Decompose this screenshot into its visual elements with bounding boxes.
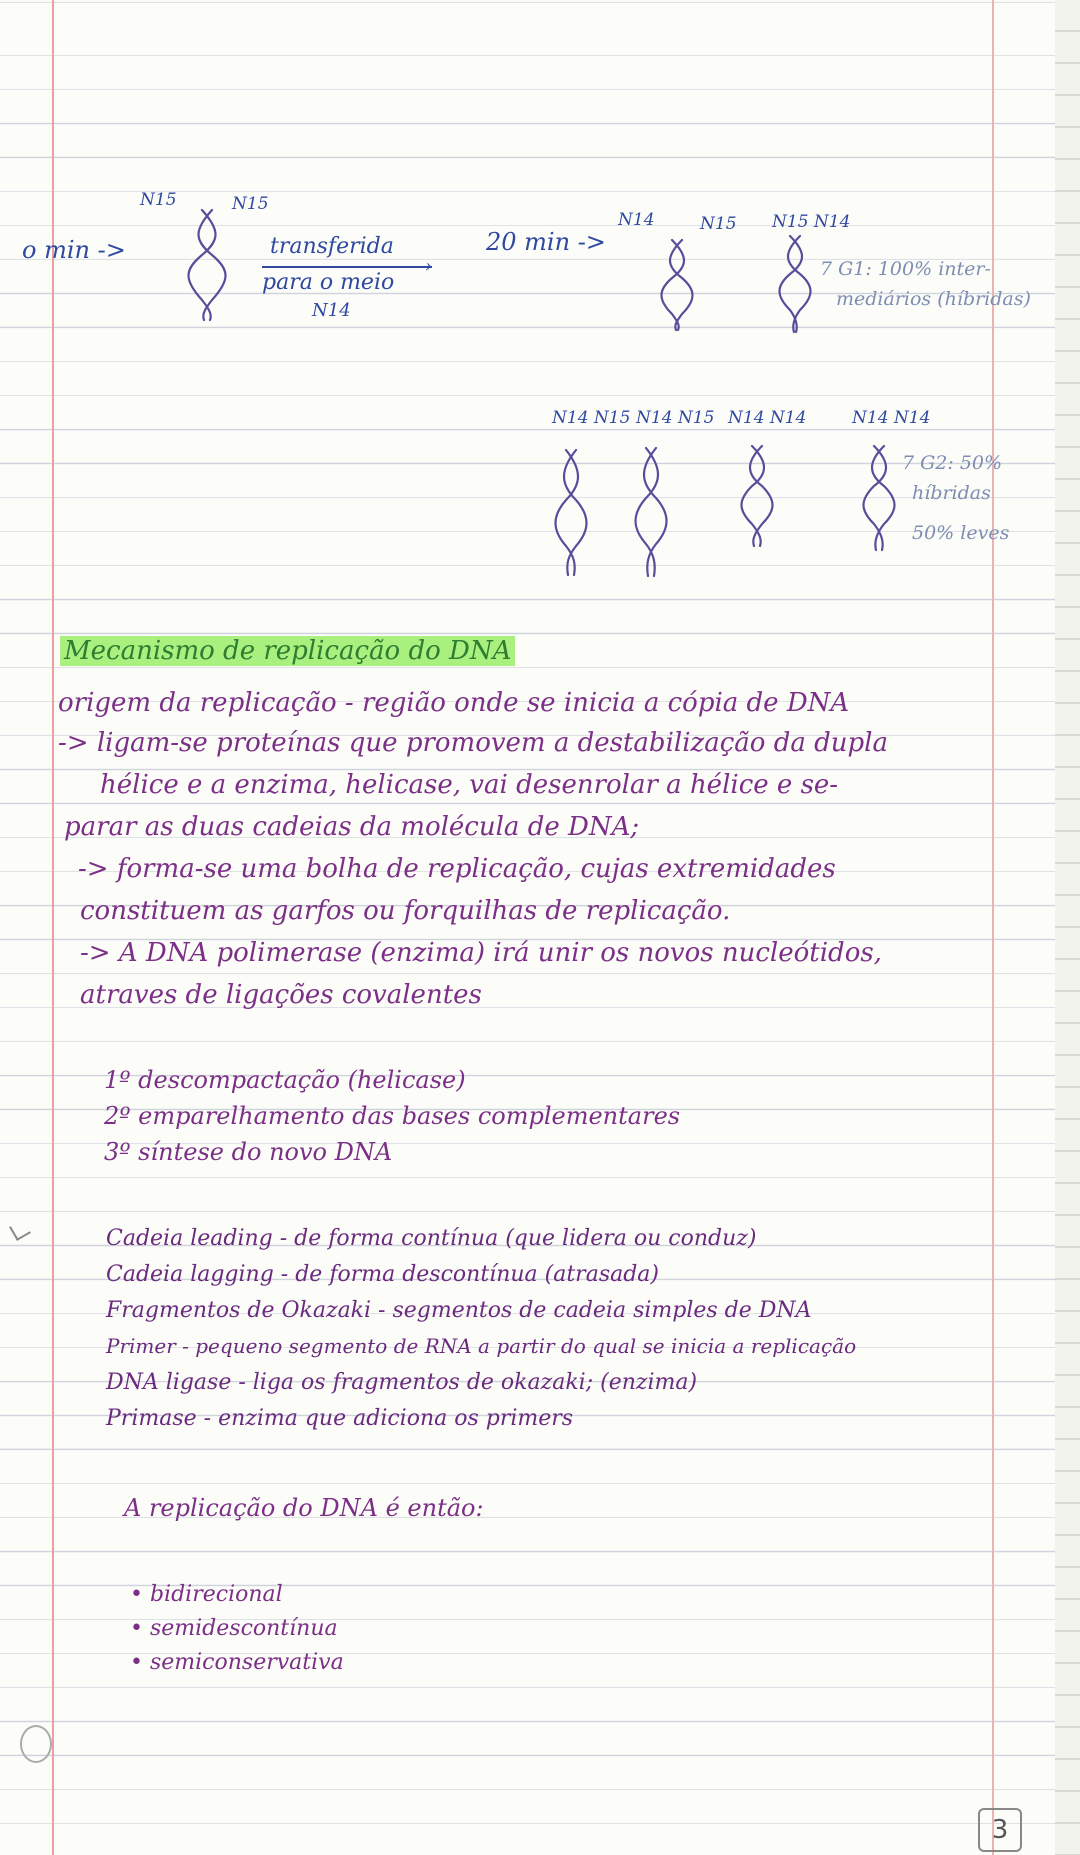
strand-label: N15 — [140, 190, 177, 210]
dna-helix-icon — [864, 446, 898, 550]
summary-item: • semiconservativa — [130, 1650, 344, 1675]
page-edge — [1055, 0, 1080, 1855]
arrow-head-icon: › — [425, 256, 433, 277]
term-item: DNA ligase - liga os fragmentos de okazaki; (enzima) — [106, 1370, 698, 1395]
term-item: Primer - pequeno segmento de RNA a partir do qual se inicia a replicação — [106, 1334, 857, 1358]
step-item: 3º síntese do novo DNA — [104, 1138, 393, 1166]
strand-label: N15 N14 — [772, 212, 851, 232]
section-title-text: Mecanismo de replicação do DNA — [60, 636, 515, 666]
term-item: Cadeia lagging - de forma descontínua (atrasada) — [106, 1262, 660, 1287]
binder-hole-icon — [20, 1725, 52, 1763]
term-item: Fragmentos de Okazaki - segmentos de cadeia simples de DNA — [106, 1298, 812, 1323]
strand-label: N15 — [700, 214, 737, 234]
text-line: atraves de ligações covalentes — [80, 980, 482, 1010]
text-line: constituem as garfos ou forquilhas de replicação. — [80, 896, 731, 926]
dna-helix-icon — [556, 450, 590, 575]
strand-label: N15 — [232, 194, 269, 214]
strand-label: N14 N15 — [636, 408, 715, 428]
step-item: 1º descompactação (helicase) — [104, 1066, 466, 1094]
start-time-label: o min -> — [22, 236, 126, 264]
page-number: 3 — [978, 1808, 1022, 1852]
summary-item: • semidescontínua — [130, 1616, 338, 1641]
transfer-line: para o meio — [262, 270, 395, 295]
text-line: -> ligam-se proteínas que promovem a destabilização da dupla — [58, 728, 888, 758]
text-line: -> A DNA polimerase (enzima) irá unir os novos nucleótidos, — [80, 938, 882, 968]
arrow-line — [262, 266, 432, 268]
dna-helix-icon — [190, 210, 230, 320]
strand-label: N14 — [618, 210, 655, 230]
checkmark-icon — [9, 1219, 31, 1241]
strand-label: N14 N15 — [552, 408, 631, 428]
generation-note: 50% leves — [912, 522, 1010, 544]
summary-item: • bidirecional — [130, 1582, 283, 1607]
section-title — [60, 636, 515, 666]
generation-note: híbridas — [912, 482, 991, 504]
transfer-line: transferida — [270, 234, 394, 259]
dna-helix-icon — [780, 236, 814, 332]
text-line: parar as duas cadeias da molécula de DNA; — [64, 812, 640, 842]
dna-helix-icon — [662, 240, 696, 330]
mid-time-label: 20 min -> — [486, 228, 606, 256]
step-item: 2º emparelhamento das bases complementares — [104, 1102, 681, 1130]
term-item: Primase - enzima que adiciona os primers — [106, 1406, 574, 1431]
dna-helix-icon — [742, 446, 776, 546]
transfer-line: N14 — [312, 300, 351, 321]
dna-helix-icon — [636, 448, 670, 576]
term-item: Cadeia leading - de forma contínua (que lidera ou conduz) — [106, 1226, 757, 1251]
generation-note: mediários (híbridas) — [836, 288, 1031, 310]
summary-heading: A replicação do DNA é então: — [124, 1494, 484, 1522]
margin-line — [52, 0, 54, 1855]
text-line: origem da replicação - região onde se inicia a cópia de DNA — [58, 688, 850, 718]
text-line: -> forma-se uma bolha de replicação, cujas extremidades — [78, 854, 836, 884]
generation-note: 7 G1: 100% inter- — [820, 258, 991, 280]
strand-label: N14 N14 — [852, 408, 931, 428]
generation-note: 7 G2: 50% — [902, 452, 1003, 474]
strand-label: N14 N14 — [728, 408, 807, 428]
right-margin-line — [992, 0, 994, 1855]
text-line: hélice e a enzima, helicase, vai desenrolar a hélice e se- — [100, 770, 839, 800]
